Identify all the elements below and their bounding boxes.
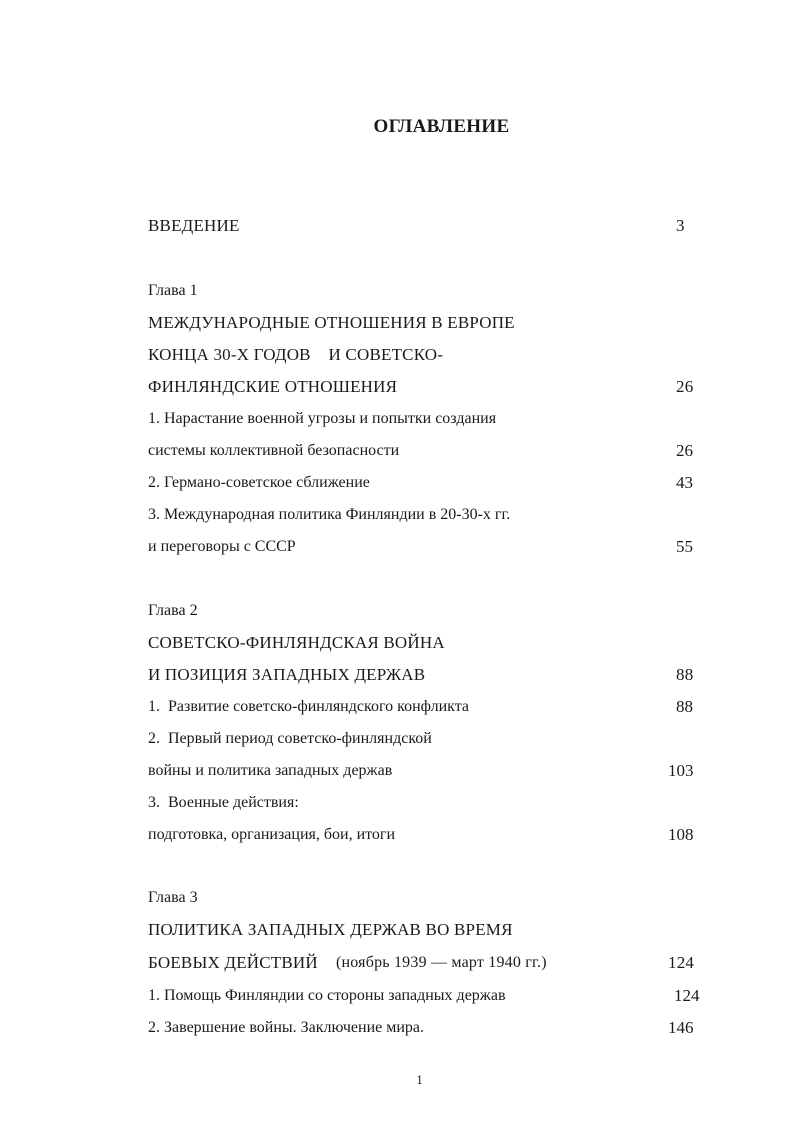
section-text: 2. Завершение войны. Заключение мира.	[148, 1019, 425, 1036]
chapter-title-line	[148, 311, 708, 335]
section-line	[148, 791, 708, 815]
toc-entry-label: ВВЕДЕНИЕ	[148, 216, 240, 235]
section-line	[148, 535, 708, 559]
chapter-title-text: И ПОЗИЦИЯ ЗАПАДНЫХ ДЕРЖАВ	[148, 665, 426, 684]
chapter-title-text: ПОЛИТИКА ЗАПАДНЫХ ДЕРЖАВ ВО ВРЕМЯ	[148, 920, 513, 939]
section-line	[148, 439, 708, 463]
section-text: войны и политика западных держав	[148, 762, 393, 779]
chapter-heading	[148, 279, 708, 303]
toc-entry-page: 26	[676, 377, 694, 396]
toc-entry-introduction	[148, 214, 708, 238]
section-text: 2. Германо-советское сближение	[148, 474, 370, 491]
chapter-title-line	[148, 631, 708, 655]
chapter-title-text: КОНЦА 30-Х ГОДОВ И СОВЕТСКО-	[148, 345, 444, 364]
chapter-title-dates: (ноябрь 1939 — март 1940 гг.)	[336, 954, 547, 971]
section-text: 3. Военные действия:	[148, 794, 299, 811]
chapter-title-line	[148, 951, 708, 975]
toc-entry-page: 88	[676, 697, 693, 716]
toc-entry-page: 26	[676, 441, 693, 460]
toc-entry-page: 108	[668, 825, 694, 844]
chapter-title-text: БОЕВЫХ ДЕЙСТВИЙ	[148, 953, 318, 972]
chapter-title-text: МЕЖДУНАРОДНЫЕ ОТНОШЕНИЯ В ЕВРОПЕ	[148, 313, 515, 332]
chapter-heading-label: Глава 1	[148, 282, 198, 299]
chapter-title-line	[148, 343, 708, 367]
page-title: ОГЛАВЛЕНИЕ	[373, 116, 510, 137]
section-text: 1. Помощь Финляндии со стороны западных держав	[148, 987, 506, 1004]
section-text: подготовка, организация, бои, итоги	[148, 826, 396, 843]
toc-entry-page: 146	[668, 1018, 694, 1037]
section-line	[148, 695, 708, 719]
section-line	[148, 984, 708, 1008]
toc-entry-page: 124	[674, 986, 700, 1005]
chapter-title-line	[148, 663, 708, 687]
toc-entry-page: 3	[676, 216, 685, 235]
toc-entry-page: 124	[668, 953, 695, 972]
section-line	[148, 407, 708, 431]
chapter-title-text: СОВЕТСКО-ФИНЛЯНДСКАЯ ВОЙНА	[148, 633, 445, 652]
toc-entry-page: 43	[676, 473, 693, 492]
chapter-heading-label: Глава 3	[148, 889, 198, 906]
section-line	[148, 1016, 708, 1040]
section-text: 1. Развитие советско-финляндского конфликта	[148, 698, 469, 715]
section-line	[148, 823, 708, 847]
chapter-title-text: ФИНЛЯНДСКИЕ ОТНОШЕНИЯ	[148, 377, 398, 396]
section-text: 3. Международная политика Финляндии в 20-30-х гг.	[148, 506, 511, 523]
chapter-title-line	[148, 375, 708, 399]
section-line	[148, 471, 708, 495]
toc-entry-page: 55	[676, 537, 693, 556]
section-line	[148, 503, 708, 527]
chapter-heading	[148, 599, 708, 623]
toc-entry-page: 103	[668, 761, 694, 780]
section-text: системы коллективной безопасности	[148, 442, 400, 459]
chapter-title-line	[148, 918, 708, 942]
section-line	[148, 727, 708, 751]
section-text: и переговоры с СССР	[148, 538, 296, 555]
page-number: 1	[416, 1072, 423, 1087]
section-line	[148, 759, 708, 783]
section-text: 1. Нарастание военной угрозы и попытки создания	[148, 410, 497, 427]
toc-entry-page: 88	[676, 665, 694, 684]
section-text: 2. Первый период советско-финляндской	[148, 730, 432, 747]
chapter-heading	[148, 886, 708, 910]
chapter-heading-label: Глава 2	[148, 602, 198, 619]
